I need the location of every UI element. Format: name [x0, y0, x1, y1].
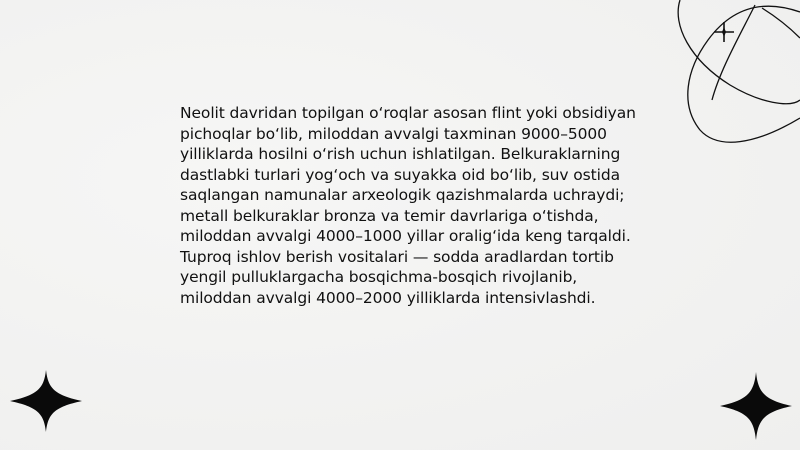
orbit-rings-icon — [660, 0, 800, 150]
four-point-star-icon — [720, 372, 792, 440]
slide-paragraph: Neolit davridan topilgan o‘roqlar asosan flint yoki obsidiyan pichoqlar bo‘lib, miloddan avvalgi taxminan 9000–5000 yilliklarda hosilni o‘rish uchun ishlatilgan. Belkuraklarning dastlabki turlari yog‘och va suyakka oid bo‘lib, suv ostida saqlangan namunalar arxeologik qazishmalarda uchraydi; metall belkuraklar bronza va temir davrlariga o‘tishda, miloddan avvalgi 4000–1000 yillar oralig‘ida keng tarqaldi. Tuproq ishlov berish vositalari — sodda aradlardan tortib yengil pulluklargacha bosqichma-bosqich rivojlanib, miloddan avvalgi 4000–2000 yilliklarda intensivlashdi. — [180, 104, 636, 307]
four-point-star-icon — [10, 370, 82, 432]
